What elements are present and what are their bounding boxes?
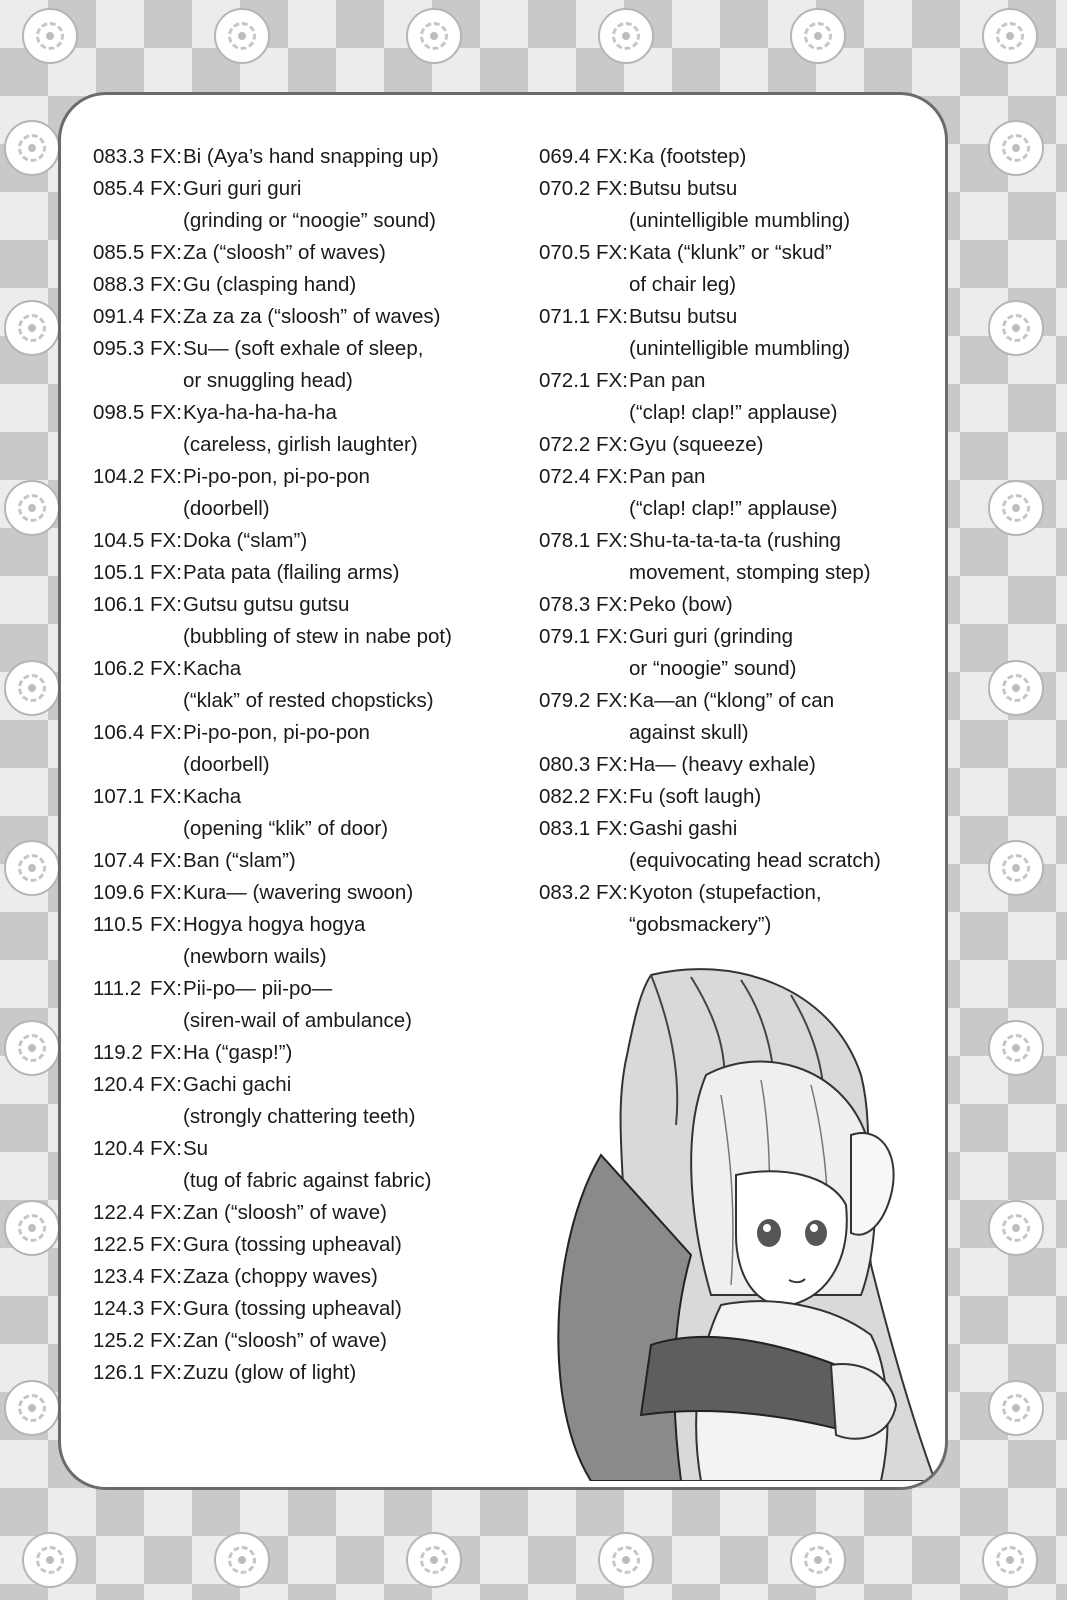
fx-page-ref: 120.4: [93, 1073, 145, 1096]
fx-description-line: Bi (Aya’s hand snapping up): [183, 145, 439, 168]
fx-page-ref: 072.1: [539, 369, 591, 392]
fx-description-line: Butsu butsu: [629, 305, 738, 328]
fx-label: FX:: [596, 305, 628, 328]
fx-page-ref: 080.3: [539, 753, 591, 776]
fx-page-ref: 109.6: [93, 881, 145, 904]
fx-label: FX:: [596, 465, 628, 488]
fx-entry: [93, 1037, 523, 1069]
fx-page-ref: 107.1: [93, 785, 145, 808]
fx-page-ref: 091.4: [93, 305, 145, 328]
fx-description: [183, 301, 523, 333]
fx-description-line: or “noogie” sound): [629, 657, 797, 680]
fx-description: [629, 429, 919, 461]
crest-icon: [4, 1200, 60, 1256]
fx-entry: [539, 749, 919, 781]
fx-description-line: Doka (“slam”): [183, 529, 308, 552]
fx-description: [629, 237, 919, 301]
fx-label: FX:: [150, 273, 182, 296]
fx-description-line: (equivocating head scratch): [629, 849, 881, 872]
crest-icon: [406, 1532, 462, 1588]
fx-description-line: Gura (tossing upheaval): [183, 1297, 402, 1320]
fx-description: [183, 653, 523, 717]
fx-description-line: Ka—an (“klong” of can: [629, 689, 835, 712]
fx-description: [629, 365, 919, 429]
fx-entry: [539, 525, 919, 589]
fx-entry: [539, 813, 919, 877]
fx-entry: [539, 877, 919, 941]
fx-description-line: Ha (“gasp!”): [183, 1041, 293, 1064]
fx-entry: [93, 1133, 523, 1197]
fx-entry: [93, 269, 523, 301]
fx-label: FX:: [596, 433, 628, 456]
crest-icon: [214, 8, 270, 64]
fx-label: FX:: [150, 1137, 182, 1160]
fx-description-line: Kya-ha-ha-ha-ha: [183, 401, 337, 424]
fx-description-line: Su— (soft exhale of sleep,: [183, 337, 424, 360]
fx-description: [629, 781, 919, 813]
crest-icon: [4, 660, 60, 716]
fx-entry: [93, 461, 523, 525]
fx-description-line: Shu-ta-ta-ta-ta (rushing: [629, 529, 841, 552]
crest-icon: [4, 840, 60, 896]
fx-description: [629, 749, 919, 781]
fx-page-ref: 119.2: [93, 1041, 143, 1064]
fx-description-line: against skull): [629, 721, 749, 744]
crest-icon: [988, 1020, 1044, 1076]
crest-icon: [988, 660, 1044, 716]
fx-label: FX:: [150, 401, 182, 424]
fx-page-ref: 078.3: [539, 593, 591, 616]
fx-label: FX:: [596, 817, 628, 840]
fx-label: FX:: [150, 241, 182, 264]
fx-description-line: Pii-po— pii-po—: [183, 977, 333, 1000]
fx-page-ref: 082.2: [539, 785, 591, 808]
fx-description-line: (grinding or “noogie” sound): [183, 209, 436, 232]
fx-description: [183, 333, 523, 397]
fx-page-ref: 124.3: [93, 1297, 145, 1320]
fx-description-line: Pan pan: [629, 465, 706, 488]
fx-page-ref: 126.1: [93, 1361, 145, 1384]
fx-description: [183, 1325, 523, 1357]
fx-label: FX:: [596, 529, 628, 552]
crest-icon: [988, 120, 1044, 176]
fx-description: [183, 1197, 523, 1229]
fx-entry: [93, 781, 523, 845]
fx-page-ref: 095.3: [93, 337, 145, 360]
fx-description: [183, 173, 523, 237]
fx-description-line: Pata pata (flailing arms): [183, 561, 400, 584]
fx-entry: [539, 141, 919, 173]
fx-entry: [93, 333, 523, 397]
crest-icon: [406, 8, 462, 64]
fx-description: [183, 1229, 523, 1261]
fx-description: [183, 1293, 523, 1325]
crest-icon: [598, 1532, 654, 1588]
fx-label: FX:: [150, 1297, 182, 1320]
crest-icon: [982, 1532, 1038, 1588]
fx-page-ref: 111.2: [93, 977, 142, 1000]
fx-description-line: Hogya hogya hogya: [183, 913, 366, 936]
crest-icon: [4, 300, 60, 356]
fx-description-line: Zaza (choppy waves): [183, 1265, 378, 1288]
crest-icon: [598, 8, 654, 64]
fx-entry: [539, 589, 919, 621]
fx-description-line: Kura— (wavering swoon): [183, 881, 414, 904]
fx-page-ref: 072.4: [539, 465, 591, 488]
fx-entry: [93, 1069, 523, 1133]
fx-page-ref: 083.2: [539, 881, 591, 904]
fx-label: FX:: [150, 1233, 182, 1256]
fx-description-line: (careless, girlish laughter): [183, 433, 418, 456]
fx-entry: [93, 909, 523, 973]
fx-entry: [93, 397, 523, 461]
fx-label: FX:: [150, 1361, 182, 1384]
fx-description: [629, 589, 919, 621]
fx-description-line: Pi-po-pon, pi-po-pon: [183, 721, 370, 744]
fx-description-line: Gura (tossing upheaval): [183, 1233, 402, 1256]
crest-icon: [4, 1020, 60, 1076]
fx-entry: [539, 173, 919, 237]
fx-label: FX:: [150, 593, 182, 616]
fx-description: [183, 909, 523, 973]
crest-icon: [988, 840, 1044, 896]
fx-description-line: Pi-po-pon, pi-po-pon: [183, 465, 370, 488]
crest-icon: [22, 8, 78, 64]
fx-description-line: Gashi gashi: [629, 817, 738, 840]
fx-description-line: Kacha: [183, 785, 242, 808]
fx-entry: [93, 1229, 523, 1261]
fx-description-line: (“clap! clap!” applause): [629, 401, 838, 424]
fx-entry: [93, 141, 523, 173]
fx-page-ref: 104.2: [93, 465, 145, 488]
fx-description: [183, 269, 523, 301]
fx-label: FX:: [150, 1265, 182, 1288]
fx-page-ref: 072.2: [539, 433, 591, 456]
fx-description: [629, 813, 919, 877]
fx-entry: [539, 621, 919, 685]
fx-description-line: (bubbling of stew in nabe pot): [183, 625, 452, 648]
fx-page-ref: 069.4: [539, 145, 591, 168]
crest-icon: [790, 8, 846, 64]
fx-page-ref: 083.3: [93, 145, 145, 168]
fx-description-line: Su: [183, 1137, 209, 1160]
fx-label: FX:: [150, 337, 182, 360]
fx-label: FX:: [150, 145, 182, 168]
fx-entry: [93, 557, 523, 589]
fx-label: FX:: [150, 561, 182, 584]
fx-label: FX:: [150, 785, 182, 808]
fx-label: FX:: [150, 721, 182, 744]
fx-glossary-panel: [58, 92, 948, 1490]
fx-description-line: (“klak” of rested chopsticks): [183, 689, 434, 712]
fx-entry: [93, 237, 523, 269]
fx-entry: [93, 717, 523, 781]
fx-page-ref: 085.5: [93, 241, 145, 264]
fx-description-line: movement, stomping step): [629, 561, 871, 584]
fx-entry: [93, 1325, 523, 1357]
fx-page-ref: 122.5: [93, 1233, 145, 1256]
crest-icon: [4, 1380, 60, 1436]
fx-label: FX:: [596, 881, 628, 904]
fx-description: [183, 1357, 523, 1389]
fx-description-line: of chair leg): [629, 273, 737, 296]
fx-entry: [93, 845, 523, 877]
fx-description-line: Kata (“klunk” or “skud”: [629, 241, 832, 264]
fx-description: [183, 973, 523, 1037]
crest-icon: [22, 1532, 78, 1588]
fx-description: [629, 525, 919, 589]
fx-description-line: Ban (“slam”): [183, 849, 296, 872]
fx-description-line: (opening “klik” of door): [183, 817, 389, 840]
fx-description-line: (newborn wails): [183, 945, 327, 968]
fx-entry: [93, 973, 523, 1037]
fx-entry: [539, 429, 919, 461]
fx-entry: [539, 461, 919, 525]
fx-description: [183, 1037, 523, 1069]
fx-description-line: Ka (footstep): [629, 145, 747, 168]
fx-page-ref: 071.1: [539, 305, 591, 328]
fx-description-line: (siren-wail of ambulance): [183, 1009, 413, 1032]
fx-list-right: [539, 141, 919, 941]
crest-icon: [214, 1532, 270, 1588]
crest-icon: [790, 1532, 846, 1588]
fx-label: FX:: [596, 177, 628, 200]
fx-page-ref: 079.1: [539, 625, 591, 648]
fx-description: [183, 525, 523, 557]
fx-page-ref: 110.5: [93, 913, 143, 936]
fx-label: FX:: [596, 145, 628, 168]
fx-description-line: Za za za (“sloosh” of waves): [183, 305, 441, 328]
fx-label: FX:: [150, 849, 182, 872]
manga-embrace-illustration: [531, 965, 935, 1481]
fx-description-line: Gachi gachi: [183, 1073, 292, 1096]
fx-entry: [539, 301, 919, 365]
fx-description: [629, 173, 919, 237]
fx-entry: [93, 1197, 523, 1229]
fx-description: [183, 1133, 523, 1197]
fx-page-ref: 070.2: [539, 177, 591, 200]
fx-label: FX:: [150, 657, 182, 680]
fx-description-line: (“clap! clap!” applause): [629, 497, 838, 520]
fx-entry: [539, 685, 919, 749]
fx-description-line: Peko (bow): [629, 593, 733, 616]
fx-description-line: Gyu (squeeze): [629, 433, 764, 456]
fx-label: FX:: [150, 177, 182, 200]
fx-label: FX:: [150, 1073, 182, 1096]
fx-page-ref: 083.1: [539, 817, 591, 840]
fx-description-line: (unintelligible mumbling): [629, 337, 851, 360]
fx-label: FX:: [596, 753, 628, 776]
fx-entry: [539, 365, 919, 429]
fx-description: [183, 1261, 523, 1293]
fx-description-line: Gu (clasping hand): [183, 273, 357, 296]
fx-description-line: Kyoton (stupefaction,: [629, 881, 822, 904]
fx-description: [183, 1069, 523, 1133]
fx-list-left: [93, 141, 523, 1389]
fx-label: FX:: [150, 305, 182, 328]
fx-description: [183, 845, 523, 877]
fx-label: FX:: [596, 689, 628, 712]
fx-page-ref: 106.1: [93, 593, 145, 616]
fx-description: [629, 301, 919, 365]
crest-icon: [988, 480, 1044, 536]
fx-label: FX:: [596, 625, 628, 648]
fx-description-line: Gutsu gutsu gutsu: [183, 593, 350, 616]
fx-page-ref: 123.4: [93, 1265, 145, 1288]
fx-description-line: Pan pan: [629, 369, 706, 392]
fx-description: [183, 589, 523, 653]
fx-label: FX:: [150, 1041, 182, 1064]
fx-description-line: Guri guri (grinding: [629, 625, 794, 648]
fx-entry: [93, 173, 523, 237]
fx-label: FX:: [150, 1201, 182, 1224]
fx-description-line: Guri guri guri: [183, 177, 302, 200]
fx-page-ref: 120.4: [93, 1137, 145, 1160]
fx-description-line: Za (“sloosh” of waves): [183, 241, 386, 264]
crest-icon: [988, 1380, 1044, 1436]
fx-page-ref: 125.2: [93, 1329, 145, 1352]
fx-page-ref: 098.5: [93, 401, 145, 424]
fx-entry: [93, 525, 523, 557]
fx-page-ref: 105.1: [93, 561, 145, 584]
fx-description-line: Fu (soft laugh): [629, 785, 762, 808]
fx-label: FX:: [150, 913, 182, 936]
fx-page-ref: 079.2: [539, 689, 591, 712]
fx-label: FX:: [150, 977, 182, 1000]
fx-label: FX:: [596, 241, 628, 264]
fx-description: [183, 557, 523, 589]
fx-description-line: (tug of fabric against fabric): [183, 1169, 432, 1192]
fx-description-line: Ha— (heavy exhale): [629, 753, 816, 776]
fx-entry: [539, 237, 919, 301]
fx-page-ref: 070.5: [539, 241, 591, 264]
fx-description-line: Kacha: [183, 657, 242, 680]
fx-entry: [93, 877, 523, 909]
fx-page-ref: 106.4: [93, 721, 145, 744]
fx-page-ref: 088.3: [93, 273, 145, 296]
fx-page-ref: 085.4: [93, 177, 145, 200]
fx-page-ref: 106.2: [93, 657, 145, 680]
fx-label: FX:: [596, 785, 628, 808]
fx-description-line: “gobsmackery”): [629, 913, 772, 936]
crest-icon: [4, 120, 60, 176]
fx-page-ref: 078.1: [539, 529, 591, 552]
fx-entry: [93, 589, 523, 653]
fx-label: FX:: [150, 1329, 182, 1352]
fx-description: [629, 877, 919, 941]
fx-label: FX:: [150, 881, 182, 904]
fx-description: [183, 781, 523, 845]
fx-description-line: (unintelligible mumbling): [629, 209, 851, 232]
fx-description: [629, 461, 919, 525]
fx-entry: [93, 653, 523, 717]
fx-page-ref: 122.4: [93, 1201, 145, 1224]
fx-description: [629, 685, 919, 749]
fx-description: [183, 141, 523, 173]
fx-label: FX:: [150, 529, 182, 552]
fx-description-line: or snuggling head): [183, 369, 353, 392]
fx-entry: [93, 301, 523, 333]
crest-icon: [988, 1200, 1044, 1256]
fx-label: FX:: [596, 593, 628, 616]
fx-description-line: Zuzu (glow of light): [183, 1361, 357, 1384]
fx-description: [183, 877, 523, 909]
fx-description: [629, 141, 919, 173]
crest-icon: [4, 480, 60, 536]
fx-description: [183, 461, 523, 525]
fx-page-ref: 107.4: [93, 849, 145, 872]
fx-description: [183, 397, 523, 461]
fx-entry: [93, 1357, 523, 1389]
fx-entry: [539, 781, 919, 813]
crest-icon: [982, 8, 1038, 64]
fx-description: [629, 621, 919, 685]
fx-description: [183, 717, 523, 781]
fx-label: FX:: [596, 369, 628, 392]
fx-description-line: (strongly chattering teeth): [183, 1105, 416, 1128]
fx-entry: [93, 1261, 523, 1293]
fx-description-line: Zan (“sloosh” of wave): [183, 1201, 387, 1224]
fx-description-line: (doorbell): [183, 497, 270, 520]
fx-description-line: Butsu butsu: [629, 177, 738, 200]
crest-icon: [988, 300, 1044, 356]
fx-page-ref: 104.5: [93, 529, 145, 552]
fx-description-line: Zan (“sloosh” of wave): [183, 1329, 387, 1352]
fx-label: FX:: [150, 465, 182, 488]
fx-entry: [93, 1293, 523, 1325]
fx-description-line: (doorbell): [183, 753, 270, 776]
fx-description: [183, 237, 523, 269]
